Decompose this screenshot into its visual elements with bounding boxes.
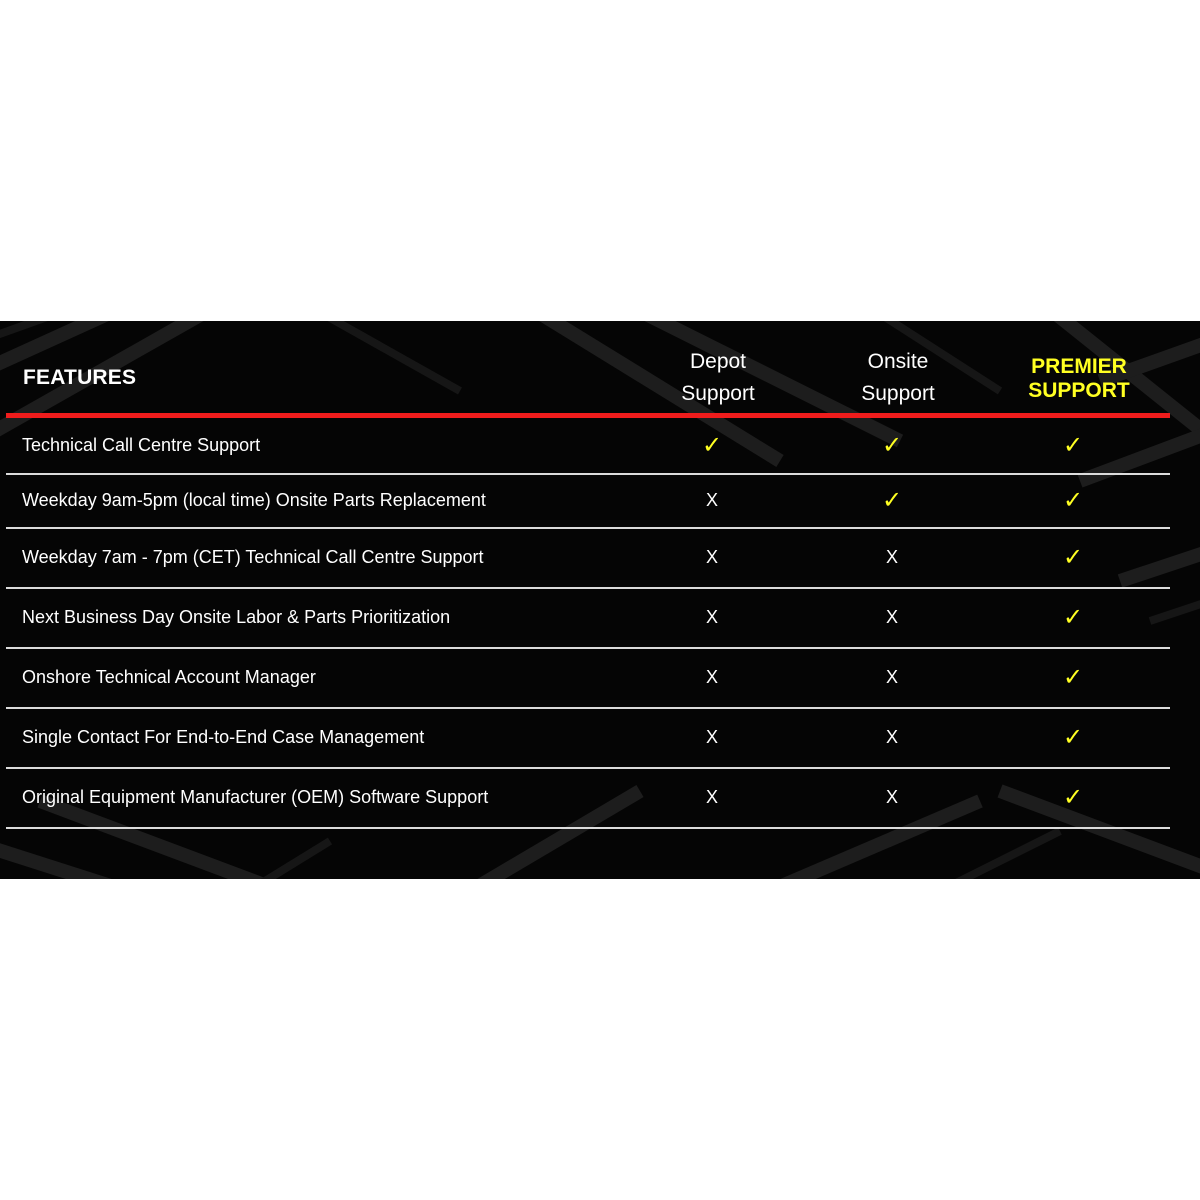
column-header-premier-line1: PREMIER bbox=[1031, 355, 1127, 378]
x-mark-icon: X bbox=[705, 787, 718, 807]
checkmark-icon: ✓ bbox=[1062, 543, 1084, 571]
features-heading: FEATURES bbox=[23, 366, 137, 389]
x-mark-icon: X bbox=[705, 667, 718, 687]
checkmark-icon: ✓ bbox=[1062, 486, 1084, 514]
x-mark-icon: X bbox=[885, 787, 898, 807]
table-row bbox=[6, 475, 1170, 529]
checkmark-icon: ✓ bbox=[1062, 603, 1084, 631]
x-mark-icon: X bbox=[705, 490, 718, 510]
feature-label: Technical Call Centre Support bbox=[22, 434, 261, 455]
column-header-premier-line2: SUPPORT bbox=[1028, 379, 1130, 402]
x-mark-icon: X bbox=[885, 607, 898, 627]
table-row bbox=[6, 589, 1170, 649]
table-row bbox=[6, 529, 1170, 589]
x-mark-icon: X bbox=[705, 607, 718, 627]
table-row bbox=[6, 649, 1170, 709]
checkmark-icon: ✓ bbox=[881, 486, 903, 514]
column-header-onsite-line2: Support bbox=[861, 382, 935, 405]
column-header-depot-line1: Depot bbox=[689, 350, 747, 373]
table-row bbox=[6, 769, 1170, 829]
column-header-onsite bbox=[808, 346, 988, 410]
x-mark-icon: X bbox=[885, 547, 898, 567]
x-mark-icon: X bbox=[705, 547, 718, 567]
comparison-panel bbox=[0, 321, 1200, 879]
feature-label: Next Business Day Onsite Labor & Parts Prioritization bbox=[22, 607, 451, 627]
column-header-depot bbox=[628, 346, 808, 410]
x-mark-icon: X bbox=[705, 727, 718, 747]
column-header-premier bbox=[989, 355, 1169, 403]
x-mark-icon: X bbox=[885, 667, 898, 687]
checkmark-icon: ✓ bbox=[1062, 783, 1084, 811]
checkmark-icon: ✓ bbox=[1062, 430, 1084, 459]
feature-label: Single Contact For End-to-End Case Management bbox=[22, 727, 425, 747]
checkmark-icon: ✓ bbox=[701, 430, 723, 459]
column-header-depot-line2: Support bbox=[681, 382, 755, 405]
feature-label: Onshore Technical Account Manager bbox=[22, 667, 316, 687]
checkmark-icon: ✓ bbox=[1062, 663, 1084, 691]
checkmark-icon: ✓ bbox=[881, 430, 903, 459]
table-header bbox=[0, 321, 1200, 413]
table-row bbox=[6, 709, 1170, 769]
table-row bbox=[6, 418, 1170, 475]
x-mark-icon: X bbox=[885, 727, 898, 747]
column-header-onsite-line1: Onsite bbox=[867, 350, 929, 373]
feature-label: Weekday 7am - 7pm (CET) Technical Call Centre Support bbox=[22, 547, 484, 567]
feature-label: Original Equipment Manufacturer (OEM) Software Support bbox=[22, 787, 489, 807]
checkmark-icon: ✓ bbox=[1062, 723, 1084, 751]
feature-label: Weekday 9am-5pm (local time) Onsite Parts Replacement bbox=[22, 490, 486, 510]
